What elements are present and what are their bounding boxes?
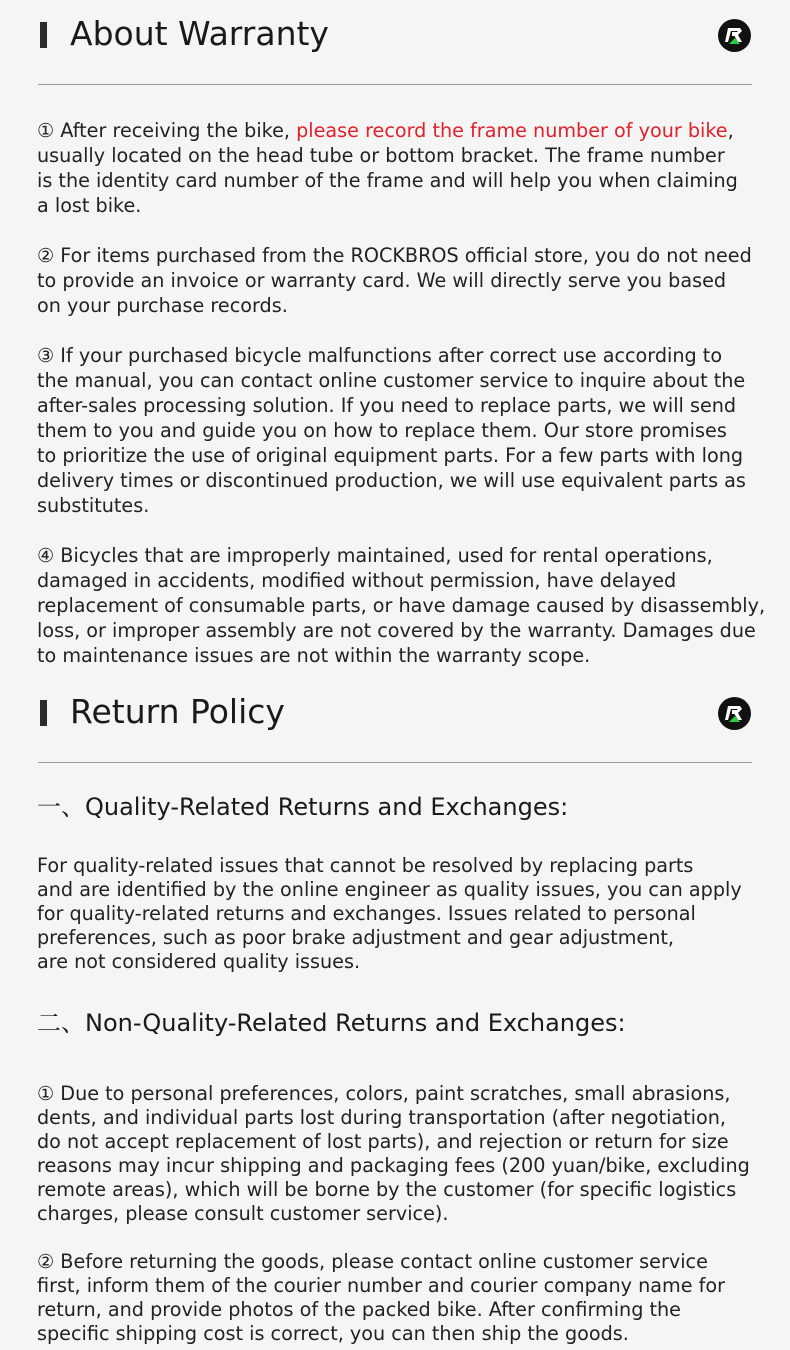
frame-number-highlight: please record the frame number of your bike	[296, 119, 728, 142]
non-quality-returns-heading: 二、Non-Quality-Related Returns and Exchanges:	[37, 1009, 626, 1037]
non-quality-item-1-line: ① Due to personal preferences, colors, paint scratches, small abrasions,	[37, 1082, 731, 1105]
warranty-divider	[38, 84, 752, 85]
non-quality-item-2	[37, 1250, 725, 1346]
warranty-item-2	[37, 243, 752, 318]
warranty-item-1	[37, 118, 738, 218]
warranty-item-3-line: after-sales processing solution. If you need to replace parts, we will send	[37, 394, 737, 417]
returns-title: Return Policy	[70, 692, 285, 731]
warranty-item-4-line: damaged in accidents, modified without permission, have delayed	[37, 569, 677, 592]
warranty-item-3-line: delivery times or discontinued production, we will use equivalent parts as	[37, 469, 746, 492]
non-quality-item-1-line: do not accept replacement of lost parts), and rejection or return for size	[37, 1130, 729, 1153]
warranty-item-3-line: them to you and guide you on how to replace them. Our store promises	[37, 419, 727, 442]
warranty-item-2-line: on your purchase records.	[37, 294, 288, 317]
rockbros-logo-icon	[718, 19, 751, 52]
warranty-item-2-line: to provide an invoice or warranty card. We will directly serve you based	[37, 269, 727, 292]
warranty-item-4-line: to maintenance issues are not within the warranty scope.	[37, 644, 591, 667]
warranty-item-1-line-1	[37, 118, 738, 143]
warranty-title: About Warranty	[70, 14, 329, 53]
non-quality-item-2-line: first, inform them of the courier number and courier company name for	[37, 1274, 726, 1297]
warranty-header	[0, 8, 790, 68]
non-quality-item-1-line: charges, please consult customer service).	[37, 1202, 449, 1225]
quality-line: for quality-related returns and exchanges. Issues related to personal	[37, 902, 696, 925]
quality-line: and are identified by the online engineer as quality issues, you can apply	[37, 878, 742, 901]
warranty-item-3-line: substitutes.	[37, 494, 150, 517]
text-segment: ,	[727, 119, 734, 142]
warranty-item-1-line: a lost bike.	[37, 194, 142, 217]
quality-returns-text	[37, 854, 742, 974]
non-quality-item-2-line: ② Before returning the goods, please contact online customer service	[37, 1250, 708, 1273]
header-accent-bar	[40, 700, 47, 726]
warranty-item-4	[37, 543, 765, 668]
non-quality-item-1	[37, 1082, 750, 1226]
warranty-item-3-line: to prioritize the use of original equipment parts. For a few parts with long	[37, 444, 744, 467]
non-quality-item-1-line: remote areas), which will be borne by the customer (for specific logistics	[37, 1178, 737, 1201]
warranty-item-3	[37, 343, 746, 518]
warranty-item-1-line: usually located on the head tube or bottom bracket. The frame number	[37, 144, 725, 167]
quality-line: preferences, such as poor brake adjustment and gear adjustment,	[37, 926, 674, 949]
warranty-item-4-line: loss, or improper assembly are not covered by the warranty. Damages due	[37, 619, 756, 642]
warranty-item-4-line: ④ Bicycles that are improperly maintained, used for rental operations,	[37, 544, 713, 567]
warranty-item-4-line: replacement of consumable parts, or have damage caused by disassembly,	[37, 594, 766, 617]
non-quality-item-1-line: reasons may incur shipping and packaging fees (200 yuan/bike, excluding	[37, 1154, 750, 1177]
quality-returns-heading: 一、Quality-Related Returns and Exchanges:	[37, 793, 569, 821]
warranty-item-1-line: is the identity card number of the frame and will help you when claiming	[37, 169, 738, 192]
quality-line: For quality-related issues that cannot be resolved by replacing parts	[37, 854, 694, 877]
text-segment: ① After receiving the bike,	[37, 119, 297, 142]
non-quality-item-1-line: dents, and individual parts lost during transportation (after negotiation,	[37, 1106, 727, 1129]
header-accent-bar	[40, 22, 47, 48]
non-quality-item-2-line: specific shipping cost is correct, you can then ship the goods.	[37, 1322, 629, 1345]
non-quality-item-2-line: return, and provide photos of the packed bike. After confirming the	[37, 1298, 681, 1321]
returns-header	[0, 686, 790, 746]
quality-line: are not considered quality issues.	[37, 950, 361, 973]
rockbros-logo-icon	[718, 697, 751, 730]
warranty-item-3-line: the manual, you can contact online customer service to inquire about the	[37, 369, 746, 392]
warranty-item-3-line: ③ If your purchased bicycle malfunctions after correct use according to	[37, 344, 723, 367]
warranty-item-2-line: ② For items purchased from the ROCKBROS official store, you do not need	[37, 244, 752, 267]
returns-divider	[38, 762, 752, 763]
